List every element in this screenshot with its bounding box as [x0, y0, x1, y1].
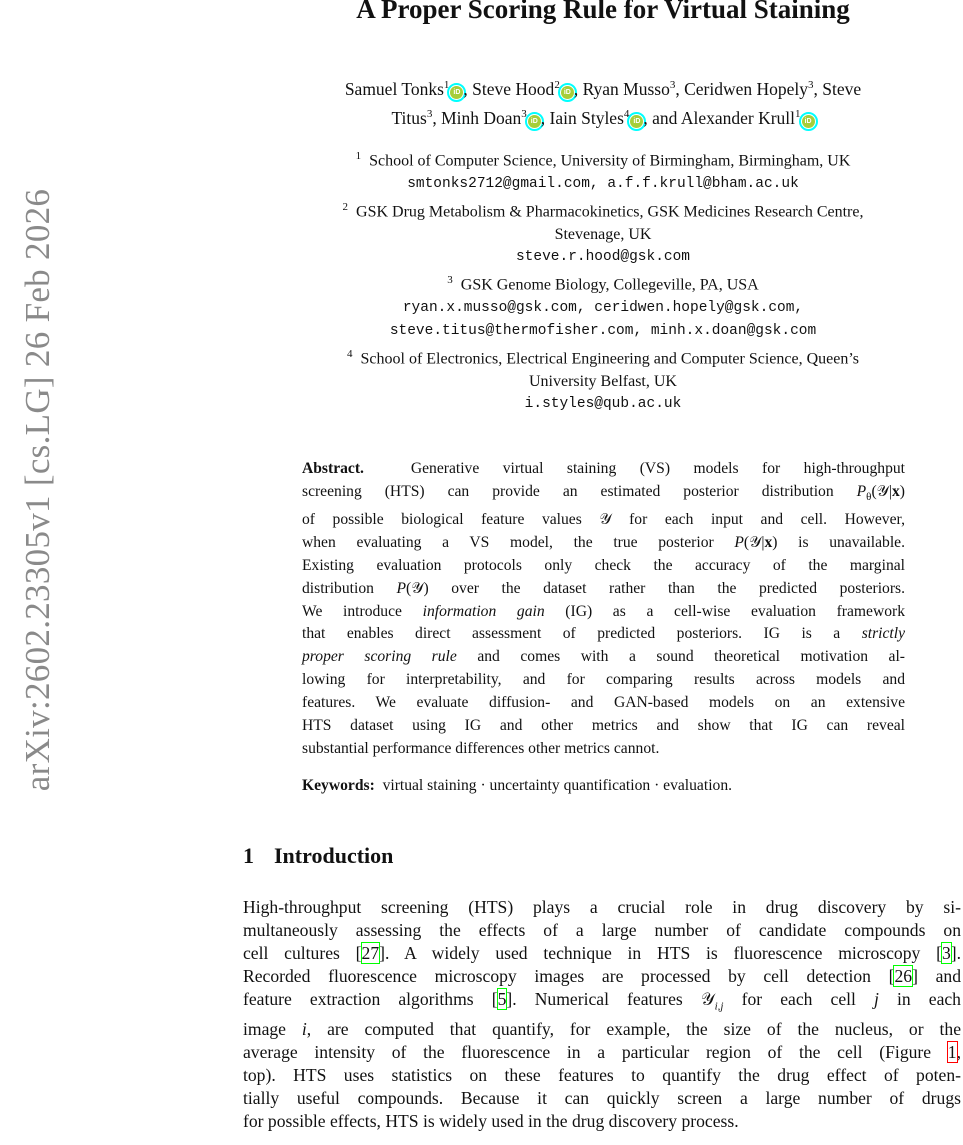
- citation-link[interactable]: 27: [361, 942, 380, 963]
- section-title: Introduction: [274, 843, 394, 868]
- text: ]. Numerical features 𝒴: [506, 988, 715, 1009]
- affiliation-email[interactable]: ryan.x.musso@gsk.com, ceridwen.hopely@gsk.com,: [402, 300, 804, 317]
- text-line: [243, 942, 961, 965]
- text-line: [243, 1064, 961, 1087]
- italic-text: j: [874, 988, 879, 1009]
- author-name: Titus: [391, 107, 427, 128]
- abstract-label: Abstract.: [302, 460, 364, 477]
- section-number: 1: [243, 843, 254, 868]
- subscript: θ: [866, 491, 872, 504]
- separator: ,: [675, 78, 685, 99]
- italic-text: i: [301, 1019, 307, 1040]
- text: for each cell: [723, 988, 874, 1009]
- author-affiliation-number: 3: [808, 79, 814, 91]
- author-affiliation-number: 3: [426, 107, 433, 120]
- italic-text: P: [396, 579, 407, 597]
- author-name: Samuel Tonks: [344, 78, 444, 99]
- text: Generative virtual staining (VS) models for high-throughput: [410, 460, 905, 477]
- affiliation-text: School of Computer Science, University of Birmingham, Birmingham, UK: [369, 152, 851, 170]
- text-line: [302, 578, 905, 601]
- affiliations: [243, 145, 963, 416]
- text-line: [302, 738, 905, 761]
- text-line: [243, 965, 961, 988]
- text: ]. A widely used technique in HTS is fluorescence microscopy [: [379, 942, 942, 963]
- affiliation-line: [243, 224, 963, 247]
- text: (𝒴) over the dataset rather than the predicted posteriors.: [406, 579, 905, 597]
- text: tially useful compounds. Because it can quickly screen a large number of drugs: [243, 1087, 961, 1108]
- separator: , Steve: [813, 78, 862, 99]
- text: average intensity of the fluorescence in a particular region of the cell (Figure: [243, 1041, 948, 1062]
- text: lowing for interpretability, and for comparing results across models and: [302, 671, 905, 689]
- text: High-throughput screening (HTS) plays a crucial role in drug discovery by si-: [243, 897, 961, 917]
- text: in each: [878, 988, 961, 1009]
- text: for possible effects, HTS is widely used in the drug discovery process.: [243, 1110, 739, 1131]
- text-line: [302, 623, 905, 646]
- text: distribution: [302, 579, 397, 597]
- text-line: [302, 601, 905, 624]
- orcid-icon[interactable]: iD: [528, 115, 541, 128]
- affiliation-email[interactable]: smtonks2712@gmail.com, a.f.f.krull@bham.ac.uk: [407, 176, 799, 193]
- keywords-label: Keywords:: [302, 777, 375, 794]
- affiliation-line: [243, 371, 963, 394]
- affiliation-text: School of Electronics, Electrical Engineering and Computer Science, Queen’s: [360, 349, 859, 367]
- citation-link[interactable]: 5: [497, 988, 507, 1009]
- affiliation-line: [243, 145, 963, 173]
- section-heading: [243, 843, 393, 869]
- affiliation-text: Stevenage, UK: [554, 225, 652, 243]
- author-name: Alexander Krull: [680, 107, 796, 128]
- affiliation-email[interactable]: steve.r.hood@gsk.com: [515, 249, 691, 266]
- text: and comes with a sound theoretical motivation al-: [456, 648, 905, 666]
- affiliation-line: [243, 343, 963, 371]
- orcid-icon[interactable]: iD: [450, 86, 463, 99]
- affiliation-line: [243, 196, 963, 224]
- figure-reference-link[interactable]: 1: [947, 1041, 957, 1062]
- affiliation-number: 3: [447, 274, 453, 287]
- text: image: [243, 1019, 302, 1040]
- text: top). HTS uses statistics on these features to quantify the drug effect of poten-: [243, 1064, 961, 1085]
- text: ].: [950, 942, 961, 963]
- text-line: [302, 669, 905, 692]
- text: (IG) as a cell-wise evaluation framework: [544, 602, 906, 620]
- affiliation-text: GSK Genome Biology, Collegeville, PA, USA: [460, 276, 759, 294]
- text: feature extraction algorithms [: [243, 988, 498, 1009]
- author-affiliation-number: 4: [623, 107, 630, 120]
- text: (𝒴|: [871, 482, 892, 500]
- text-line: [302, 509, 905, 532]
- subscript: i,j: [714, 1000, 724, 1013]
- text-line: [243, 1018, 961, 1041]
- citation-link[interactable]: 26: [894, 965, 913, 986]
- text: cell cultures [: [243, 942, 362, 963]
- affiliation-number: 1: [355, 150, 362, 162]
- text: We introduce: [302, 602, 423, 620]
- separator: ,: [432, 107, 442, 128]
- text: multaneously assessing the effects of a large number of candidate compounds on: [243, 919, 961, 940]
- text: Recorded fluorescence microscopy images are processed by cell detection [: [243, 965, 895, 986]
- introduction-paragraph: [243, 896, 961, 1133]
- text-line: [243, 988, 961, 1018]
- affiliation-text: University Belfast, UK: [529, 372, 677, 390]
- text-line: [302, 458, 905, 481]
- affiliation-email[interactable]: steve.titus@thermofisher.com, minh.x.doan@gsk.com: [389, 322, 817, 339]
- orcid-icon[interactable]: iD: [630, 115, 643, 128]
- author-affiliation-number: 3: [669, 79, 676, 91]
- text: features. We evaluate diffusion- and GAN-based models on an extensive: [302, 694, 905, 712]
- author-list: [243, 73, 963, 131]
- author-affiliation-number: 3: [521, 107, 527, 120]
- text-line: [302, 692, 905, 715]
- keywords: [302, 777, 905, 795]
- affiliation-line: [243, 269, 963, 297]
- paper-title: A Proper Scoring Rule for Virtual Staining: [356, 0, 850, 24]
- text-line: [302, 646, 905, 669]
- separator: , and: [643, 107, 681, 128]
- text: HTS dataset using IG and other metrics and show that IG can reveal: [302, 717, 905, 735]
- author-name: Ceridwen Hopely: [684, 78, 809, 99]
- text: ] and: [912, 965, 961, 986]
- italic-text: proper scoring rule: [302, 648, 457, 666]
- author-name: Iain Styles: [549, 107, 624, 128]
- bold-math: x: [764, 533, 773, 551]
- separator: ,: [463, 78, 473, 99]
- author-name: Ryan Musso: [582, 78, 670, 99]
- keywords-text: virtual staining · uncertainty quantification · evaluation.: [382, 777, 733, 794]
- arxiv-identifier: arXiv:2602.23305v1 [cs.LG] 26 Feb 2026: [18, 188, 57, 792]
- citation-link[interactable]: 3: [941, 942, 951, 963]
- italic-text: P: [856, 482, 867, 500]
- text: of possible biological feature values 𝒴 for each input and cell. However,: [302, 510, 905, 528]
- text: ) is unavailable.: [772, 533, 905, 551]
- text: that enables direct assessment of predicted posteriors. IG is a: [302, 625, 862, 643]
- text-line: [302, 555, 905, 578]
- orcid-icon[interactable]: iD: [802, 115, 815, 128]
- text: , are computed that quantify, for example, the size of the nucleus, or the: [306, 1019, 961, 1040]
- separator: ,: [540, 107, 550, 128]
- text: screening (HTS) can provide an estimated posterior distribution: [302, 482, 857, 500]
- text-line: [302, 481, 905, 509]
- text: ): [899, 482, 905, 500]
- italic-text: strictly: [861, 625, 905, 643]
- text: ,: [956, 1041, 961, 1062]
- abstract: [302, 458, 905, 761]
- text-line: [243, 919, 961, 942]
- text: (𝒴|: [743, 533, 765, 551]
- orcid-icon[interactable]: iD: [561, 86, 574, 99]
- text-line: [243, 1041, 961, 1064]
- text-line: [302, 715, 905, 738]
- text-line: [243, 1110, 961, 1133]
- bold-math: x: [892, 482, 900, 500]
- italic-text: P: [734, 533, 744, 551]
- separator: ,: [573, 78, 583, 99]
- author-affiliation-number: 1: [443, 79, 450, 91]
- text: Existing evaluation protocols only check the accuracy of the marginal: [302, 556, 905, 574]
- affiliation-text: GSK Drug Metabolism & Pharmacokinetics, GSK Medicines Research Centre,: [356, 203, 864, 221]
- author-name: Steve Hood: [472, 78, 555, 99]
- text-line: [302, 532, 905, 555]
- author-affiliation-number: 2: [554, 79, 560, 91]
- text-line: [243, 896, 961, 919]
- author-name: Minh Doan: [441, 107, 522, 128]
- affiliation-number: 2: [342, 200, 349, 213]
- author-affiliation-number: 1: [795, 107, 801, 120]
- text: substantial performance differences other metrics cannot.: [302, 739, 660, 757]
- affiliation-email[interactable]: i.styles@qub.ac.uk: [524, 396, 682, 413]
- affiliation-number: 4: [347, 347, 353, 360]
- italic-text: information gain: [422, 602, 545, 620]
- text-line: [243, 1087, 961, 1110]
- text: when evaluating a VS model, the true posterior: [302, 533, 735, 551]
